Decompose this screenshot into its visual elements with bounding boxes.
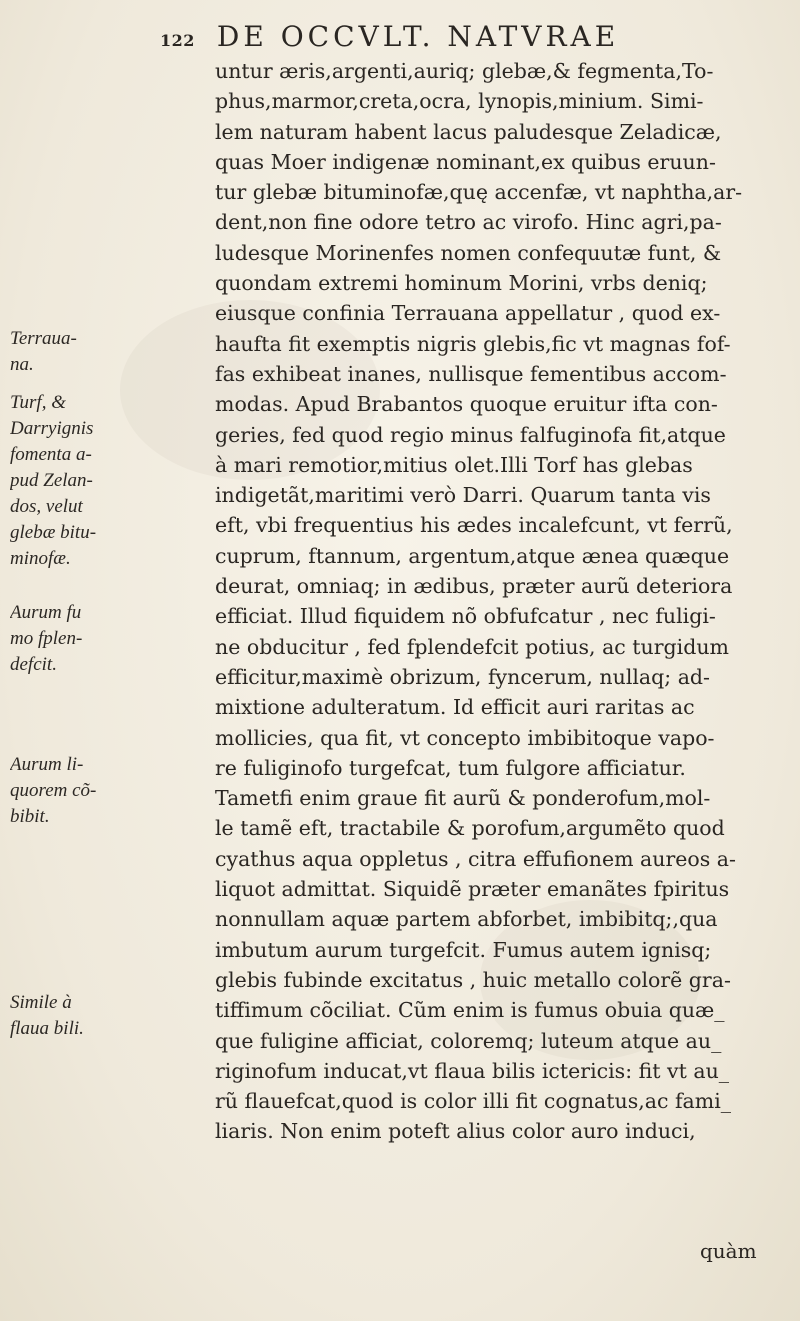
marginal-note-line: Aurum fu — [10, 602, 82, 623]
marginal-note-line: quorem cõ- — [10, 780, 97, 801]
running-title: DE OCCVLT. NATVRAE — [216, 20, 620, 53]
marginal-note-line: minofæ. — [10, 548, 71, 569]
marginal-note-line: na. — [10, 354, 34, 375]
text-line: fas exhibeat inanes, nullisque fementibus accom- — [215, 361, 727, 386]
text-line: cuprum, ftannum, argentum,atque ænea quæque — [215, 543, 730, 568]
text-line: Tametfi enim graue fit aurũ & ponderofum,mol- — [215, 786, 711, 811]
text-line: quondam extremi hominum Morini, vrbs deniq; — [215, 271, 708, 296]
main-text-block — [215, 56, 790, 1147]
text-line: indigetãt,maritimi verò Darri. Quarum tanta vis — [215, 483, 711, 508]
text-line: que fuligine afficiat, coloremq; luteum atque au_ — [215, 1028, 722, 1053]
text-line: le tamẽ eft, tractabile & porofum,argumẽto quod — [215, 816, 725, 841]
text-line: rũ flauefcat,quod is color illi fit cognatus,ac fami_ — [215, 1089, 732, 1114]
text-line: eft, vbi frequentius his ædes incalefcunt, vt ferrũ, — [215, 513, 733, 538]
text-line: à mari remotior,mitius olet.Illi Torf has glebas — [215, 452, 693, 477]
marginal-note — [10, 326, 210, 378]
marginal-note-line: dos, velut — [10, 496, 83, 517]
text-line: quas Moer indigenæ nominant,ex quibus eruun- — [215, 149, 716, 174]
marginal-note-line: flaua bili. — [10, 1018, 84, 1039]
text-line: liaris. Non enim poteft alius color auro induci, — [215, 1119, 696, 1144]
text-line: dent,non fine odore tetro ac virofo. Hinc agri,pa- — [215, 210, 722, 235]
marginal-note-line: bibit. — [10, 806, 50, 827]
text-line: re fuliginofo turgefcat, tum fulgore afficiatur. — [215, 755, 686, 780]
marginal-note-line: Turf, & — [10, 392, 66, 413]
text-line: tiffimum cõciliat. Cũm enim is fumus obuia quæ_ — [215, 998, 725, 1023]
text-line: glebis fubinde excitatus , huic metallo colorẽ gra- — [215, 967, 731, 992]
text-line: liquot admittat. Siquidẽ præter emanãtes fpiritus — [215, 877, 730, 902]
text-line: riginofum inducat,vt flaua bilis ictericis: fit vt au_ — [215, 1058, 730, 1083]
marginal-note-line: Darryignis — [10, 418, 94, 439]
text-line: eiusque confinia Terrauana appellatur , quod ex- — [215, 301, 721, 326]
text-line: efficiat. Illud fiquidem nõ obfufcatur , nec fuligi- — [215, 604, 716, 629]
marginal-note-line: Terraua- — [10, 328, 77, 349]
text-line: geries, fed quod regio minus falfuginofa fit,atque — [215, 422, 726, 447]
marginal-note-line: fomenta a- — [10, 444, 92, 465]
page-header — [160, 20, 760, 60]
marginal-note-line: Aurum li- — [10, 754, 84, 775]
marginal-note-line: defcit. — [10, 654, 57, 675]
text-line: haufta fit exemptis nigris glebis,fic vt magnas fof- — [215, 331, 731, 356]
text-line: mollicies, qua fit, vt concepto imbibitoque vapo- — [215, 725, 715, 750]
text-line: lem naturam habent lacus paludesque Zeladicæ, — [215, 119, 722, 144]
text-line: modas. Apud Brabantos quoque eruitur ifta con- — [215, 392, 718, 417]
catchword: quàm — [700, 1239, 757, 1263]
marginal-note-line: mo fplen- — [10, 628, 83, 649]
marginal-note — [10, 752, 210, 830]
marginal-note-line: pud Zelan- — [10, 470, 93, 491]
marginal-note — [10, 600, 210, 678]
marginal-note-line: glebæ bitu- — [10, 522, 97, 543]
page-number: 122 — [160, 31, 195, 50]
text-line: imbutum aurum turgefcit. Fumus autem ignisq; — [215, 937, 712, 962]
text-line: ludesque Morinenfes nomen confequutæ funt, & — [215, 240, 722, 265]
text-line: untur æris,argenti,auriq; glebæ,& fegmenta,To- — [215, 59, 714, 83]
marginal-note — [10, 390, 210, 572]
text-line: ne obducitur , fed fplendefcit potius, ac turgidum — [215, 634, 729, 659]
marginal-note — [10, 990, 210, 1042]
text-line: tur glebæ bituminofæ,quę accenfæ, vt naphtha,ar- — [215, 180, 743, 205]
text-line: phus,marmor,creta,ocra, lynopis,minium. Simi- — [215, 89, 704, 114]
marginal-note-line: Simile à — [10, 992, 72, 1013]
text-line: mixtione adulteratum. Id efficit auri raritas ac — [215, 695, 695, 720]
text-line: efficitur,maximè obrizum, fyncerum, nullaq; ad- — [215, 664, 710, 689]
text-line: nonnullam aquæ partem abforbet, imbibitq;,qua — [215, 907, 718, 932]
text-line: deurat, omniaq; in ædibus, præter aurũ deteriora — [215, 574, 733, 599]
text-line: cyathus aqua oppletus , citra effufionem aureos a- — [215, 846, 736, 871]
